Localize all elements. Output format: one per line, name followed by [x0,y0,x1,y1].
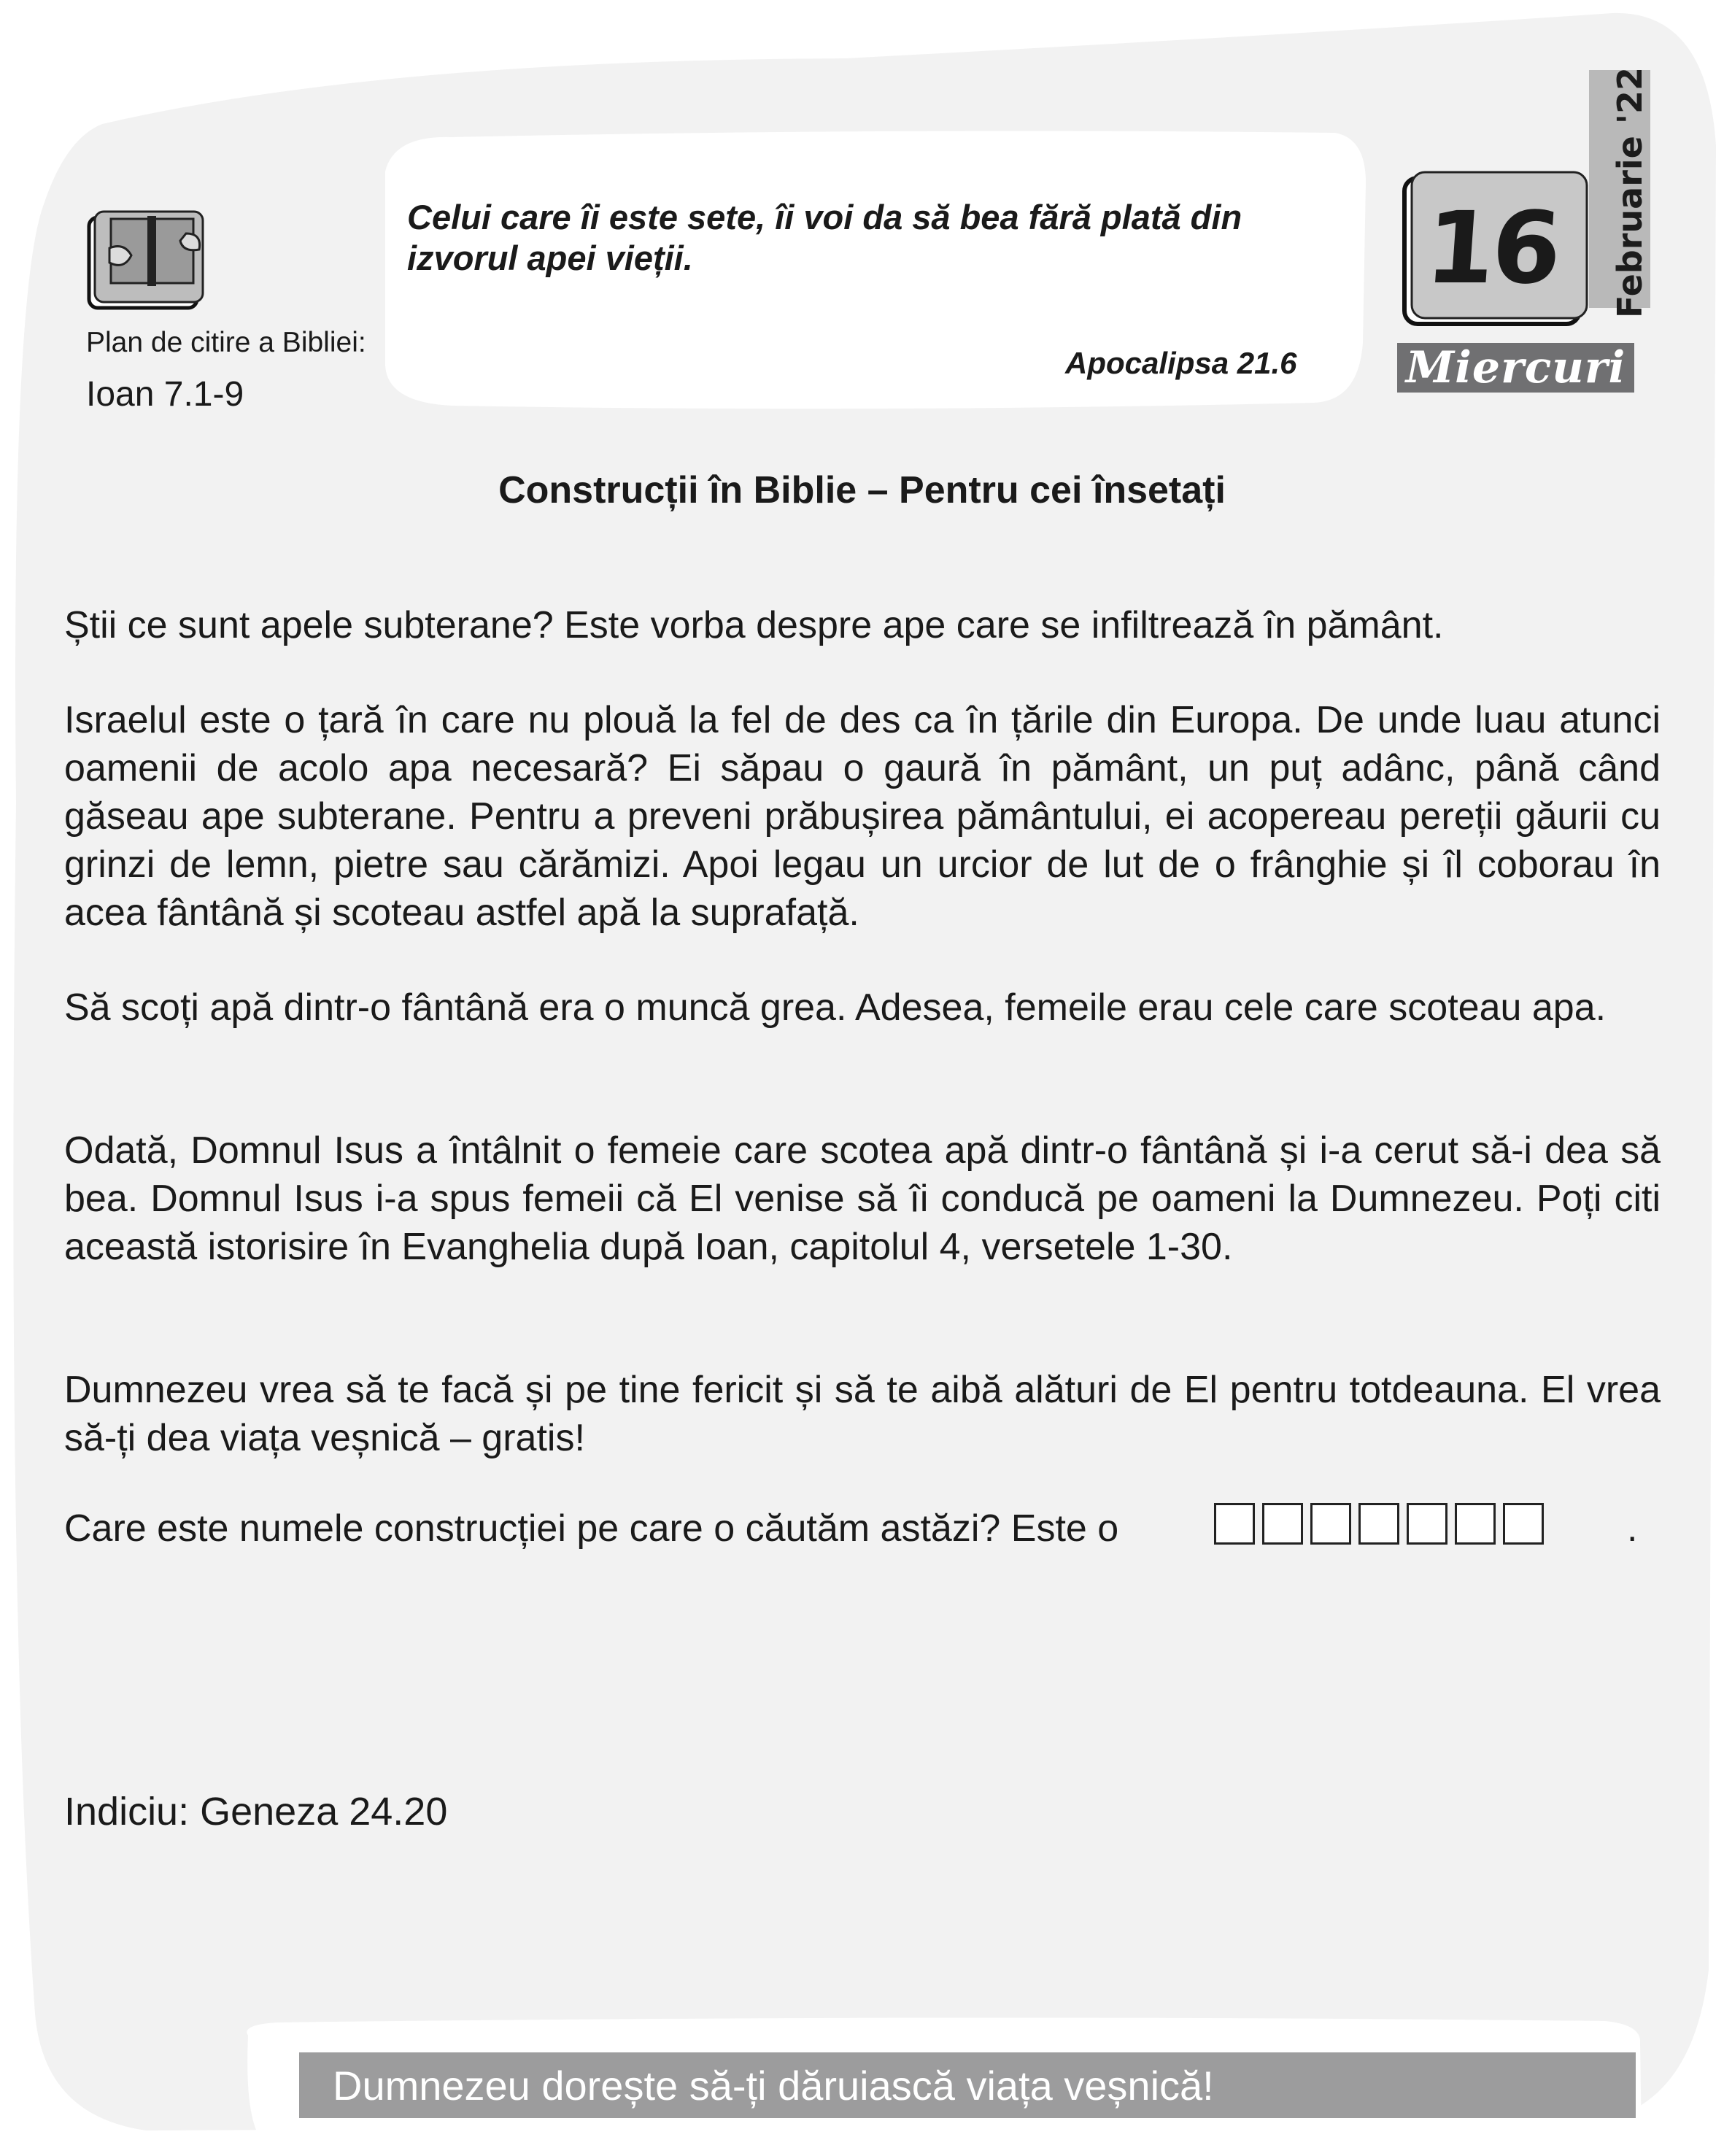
answer-letter-box[interactable] [1358,1503,1399,1545]
day-number: 16 [1421,191,1563,306]
verse-reference: Apocalipsa 21.6 [1065,346,1297,380]
answer-letter-box[interactable] [1262,1503,1303,1545]
answer-letter-box[interactable] [1310,1503,1351,1545]
reading-plan-label: Plan de citire a Bibliei: [86,327,366,358]
answer-letter-box[interactable] [1214,1503,1255,1545]
month-text: Februarie '22 [1610,67,1650,318]
footer-text: Dumnezeu dorește să-ți dăruiască viața veșnică! [333,2062,1214,2109]
question-text: Care este numele construcției pe care o căutăm astăzi? Este o [64,1507,1119,1550]
bible-hands-icon [89,212,203,308]
paragraph-1: Știi ce sunt apele subterane? Este vorba despre ape care se infiltrează în pământ. [64,604,1444,646]
footer-bar [299,2052,1636,2118]
answer-letter-box[interactable] [1455,1503,1496,1545]
page-title: Construcții în Biblie – Pentru cei însetați [498,469,1226,511]
question-end: . [1627,1507,1638,1550]
verse-text: Celui care îi este sete, îi voi da să bea fără plată din izvorul apei vieții. [407,198,1242,277]
answer-letter-box[interactable] [1503,1503,1544,1545]
answer-letter-box[interactable] [1407,1503,1447,1545]
answer-boxes [1214,1503,1544,1545]
paragraph-5: Dumnezeu vrea să te facă și pe tine fericit și să te aibă alături de El pentru totdeauna. El vrea să-ți dea viața veșnică – gratis! [64,1369,1661,1459]
paragraph-2: Israelul este o țară în care nu plouă la fel de des ca în țările din Europa. De unde luau atunci oamenii de acolo apa necesară? Ei săpau o gaură în pământ, un puț adânc, până când găseau ape subterane. Pentru a preveni prăbușirea pământului, ei acopereau pereții găurii cu grinzi de lemn, pietre sau cărămizi. Apoi legau un urcior de lut de o frânghie și îl coborau în acea fântână și scoteau astfel apă la suprafață. [64,699,1661,934]
reading-plan-reference: Ioan 7.1-9 [86,375,244,414]
paragraph-3: Să scoți apă dintr-o fântână era o muncă grea. Adesea, femeile erau cele care scoteau apa. [64,986,1607,1029]
weekday-label: Miercuri [1405,342,1626,393]
month-label [1598,67,1662,318]
paragraph-4: Odată, Domnul Isus a întâlnit o femeie care scotea apă dintr-o fântână și i-a cerut să-i dea să bea. Domnul Isus i-a spus femeii că El venise să îi conducă pe oameni la Dumnezeu. Poți citi această istorisire în Evanghelia după Ioan, capitolul 4, versetele 1-30. [64,1129,1661,1268]
hint-text: Indiciu: Geneza 24.20 [64,1790,448,1834]
